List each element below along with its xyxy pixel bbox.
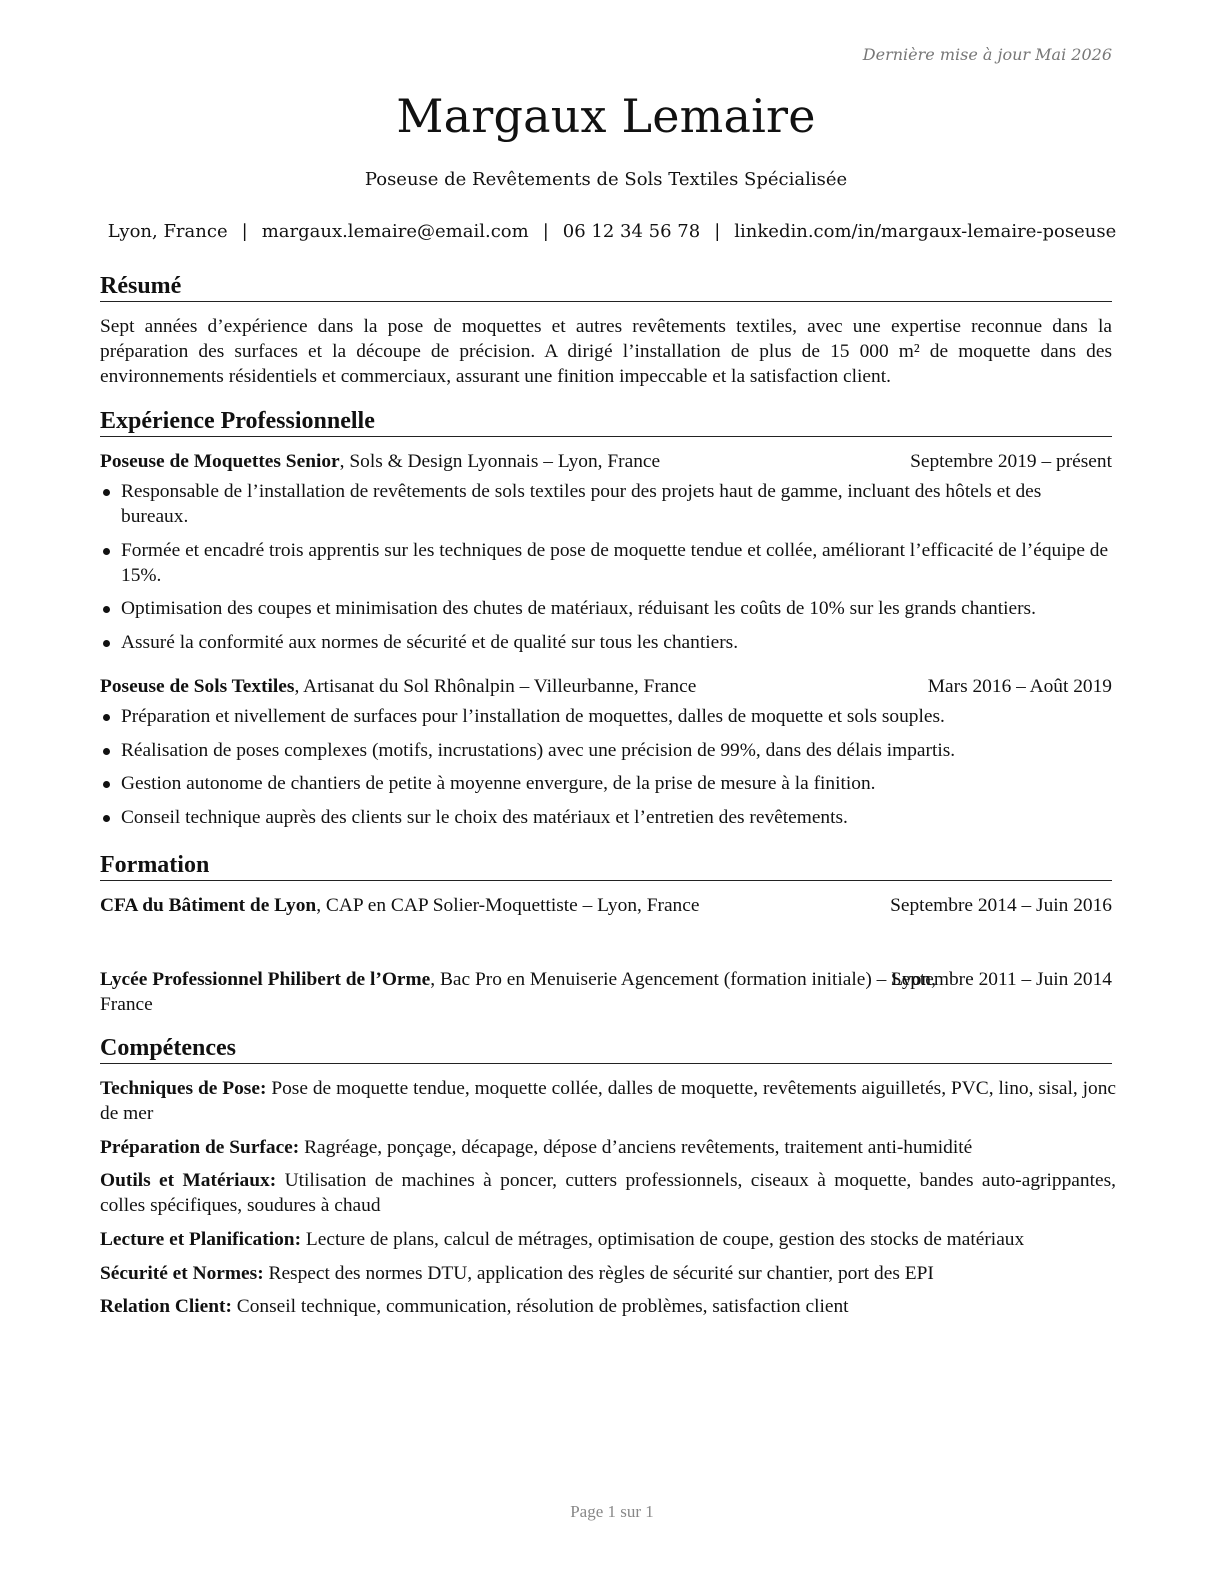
section-title-skills: Compétences (100, 1034, 1112, 1064)
contact-separator: | (714, 221, 721, 242)
contact-email[interactable]: margaux.lemaire@email.com (261, 221, 529, 242)
skill-label: Outils et Matériaux: (100, 1170, 277, 1191)
bullet-text: Assuré la conformité aux normes de sécurité et de qualité sur tous les chantiers. (121, 631, 739, 653)
job-header (100, 449, 1112, 474)
bullet-text: Formée et encadré trois apprentis sur les techniques de pose de moquette tendue et collée, améliorant l’efficacité de l’équipe de 15%. (121, 539, 1109, 586)
education-entry (100, 893, 980, 918)
skill-item (100, 1076, 1116, 1126)
list-item (100, 738, 1112, 763)
section-title-experience: Expérience Professionnelle (100, 407, 1112, 437)
section-title-summary: Résumé (100, 272, 1112, 302)
job-company: , Artisanat du Sol Rhônalpin – Villeurbanne, France (294, 676, 697, 697)
bullet-icon (103, 748, 110, 755)
list-item (100, 596, 1112, 621)
education-school: Lycée Professionnel Philibert de l’Orme (100, 969, 431, 990)
job-role: Poseuse de Sols Textiles (100, 676, 295, 697)
bullet-icon (103, 714, 110, 721)
education-dates: Septembre 2014 – Juin 2016 (890, 895, 1112, 916)
bullet-icon (103, 815, 110, 822)
skill-label: Sécurité et Normes: (100, 1263, 264, 1284)
skill-text: Lecture de plans, calcul de métrages, optimisation de coupe, gestion des stocks de matériaux (301, 1229, 1025, 1250)
contact-separator: | (241, 221, 248, 242)
job-role: Poseuse de Moquettes Senior (100, 451, 340, 472)
list-item (100, 704, 1112, 729)
bullet-icon (103, 606, 110, 613)
section-title-education: Formation (100, 851, 1112, 881)
education-detail: , CAP en CAP Solier-Moquettiste – Lyon, France (316, 895, 700, 916)
list-item (100, 479, 1112, 529)
skill-item (100, 1227, 1116, 1252)
job-company: , Sols & Design Lyonnais – Lyon, France (339, 451, 661, 472)
contact-separator: | (542, 221, 549, 242)
job-dates: Septembre 2019 – présent (910, 451, 1112, 472)
contact-phone: 06 12 34 56 78 (562, 221, 701, 242)
list-item (100, 805, 1112, 830)
skill-item (100, 1135, 1116, 1160)
list-item (100, 538, 1112, 588)
bullet-text: Optimisation des coupes et minimisation des chutes de matériaux, réduisant les coûts de 10% sur les grands chantiers. (121, 598, 1036, 619)
bullet-text: Préparation et nivellement de surfaces pour l’installation de moquettes, dalles de moquette et sols souples. (121, 706, 945, 727)
job-bullets (100, 704, 1112, 838)
job-bullets (100, 479, 1112, 663)
contact-linkedin[interactable]: linkedin.com/in/margaux-lemaire-poseuse (734, 221, 1117, 242)
skill-text: Conseil technique, communication, résolution de problèmes, satisfaction client (231, 1296, 849, 1317)
skill-label: Lecture et Planification: (100, 1229, 302, 1250)
candidate-name: Margaux Lemaire (396, 89, 816, 143)
education-school: CFA du Bâtiment de Lyon (100, 895, 317, 916)
last-updated: Dernière mise à jour Mai 2026 (862, 45, 1112, 64)
skill-item (100, 1294, 1116, 1319)
page-number: Page 1 sur 1 (570, 1502, 654, 1521)
job-header (100, 674, 1112, 699)
skill-text: Ragréage, ponçage, décapage, dépose d’anciens revêtements, traitement anti-humidité (299, 1137, 973, 1158)
list-item (100, 771, 1112, 796)
contact-location: Lyon, France (107, 221, 228, 242)
skill-label: Techniques de Pose: (100, 1078, 267, 1099)
education-dates: Septembre 2011 – Juin 2014 (890, 969, 1112, 990)
education-entry (100, 967, 980, 1017)
education-detail: , Bac Pro en Menuiserie Agencement (formation initiale) – Lyon, France (100, 969, 936, 1015)
contact-line (0, 220, 1224, 244)
skill-label: Préparation de Surface: (100, 1137, 300, 1158)
job-dates: Mars 2016 – Août 2019 (927, 676, 1112, 697)
summary-text: Sept années d’expérience dans la pose de moquettes et autres revêtements textiles, avec une expertise reconnue dans la préparation des surfaces et la découpe de précision. A dirigé l’installation de plus de 15 000 m² de moquette dans des environnements résidentiels et commerciaux, assurant une finition impeccable et la satisfaction client. (100, 316, 1112, 387)
bullet-text: Réalisation de poses complexes (motifs, incrustations) avec une précision de 99%, dans des délais impartis. (121, 739, 956, 761)
skill-text: Pose de moquette tendue, moquette collée, dalles de moquette, revêtements aiguilletés, PVC, lino, sisal, jonc de mer (100, 1078, 1117, 1124)
candidate-headline: Poseuse de Revêtements de Sols Textiles Spécialisée (364, 169, 848, 190)
bullet-icon (103, 640, 110, 647)
bullet-icon (103, 489, 110, 496)
bullet-text: Gestion autonome de chantiers de petite à moyenne envergure, de la prise de mesure à la finition. (121, 773, 876, 794)
skill-text: Respect des normes DTU, application des règles de sécurité sur chantier, port des EPI (263, 1263, 934, 1284)
bullet-icon (103, 548, 110, 555)
skill-text: Utilisation de machines à poncer, cutters professionnels, ciseaux à moquette, bandes auto-agrippantes, colles spécifiques, soudures à chaud (100, 1170, 1116, 1216)
bullet-text: Responsable de l’installation de revêtements de sols textiles pour des projets haut de gamme, incluant des hôtels et des bureaux. (121, 481, 1042, 527)
list-item (100, 630, 1112, 655)
bullet-icon (103, 781, 110, 788)
bullet-text: Conseil technique auprès des clients sur le choix des matériaux et l’entretien des revêtements. (121, 806, 848, 828)
skill-item (100, 1261, 1116, 1286)
skill-label: Relation Client: (100, 1296, 232, 1317)
skill-item (100, 1168, 1116, 1218)
